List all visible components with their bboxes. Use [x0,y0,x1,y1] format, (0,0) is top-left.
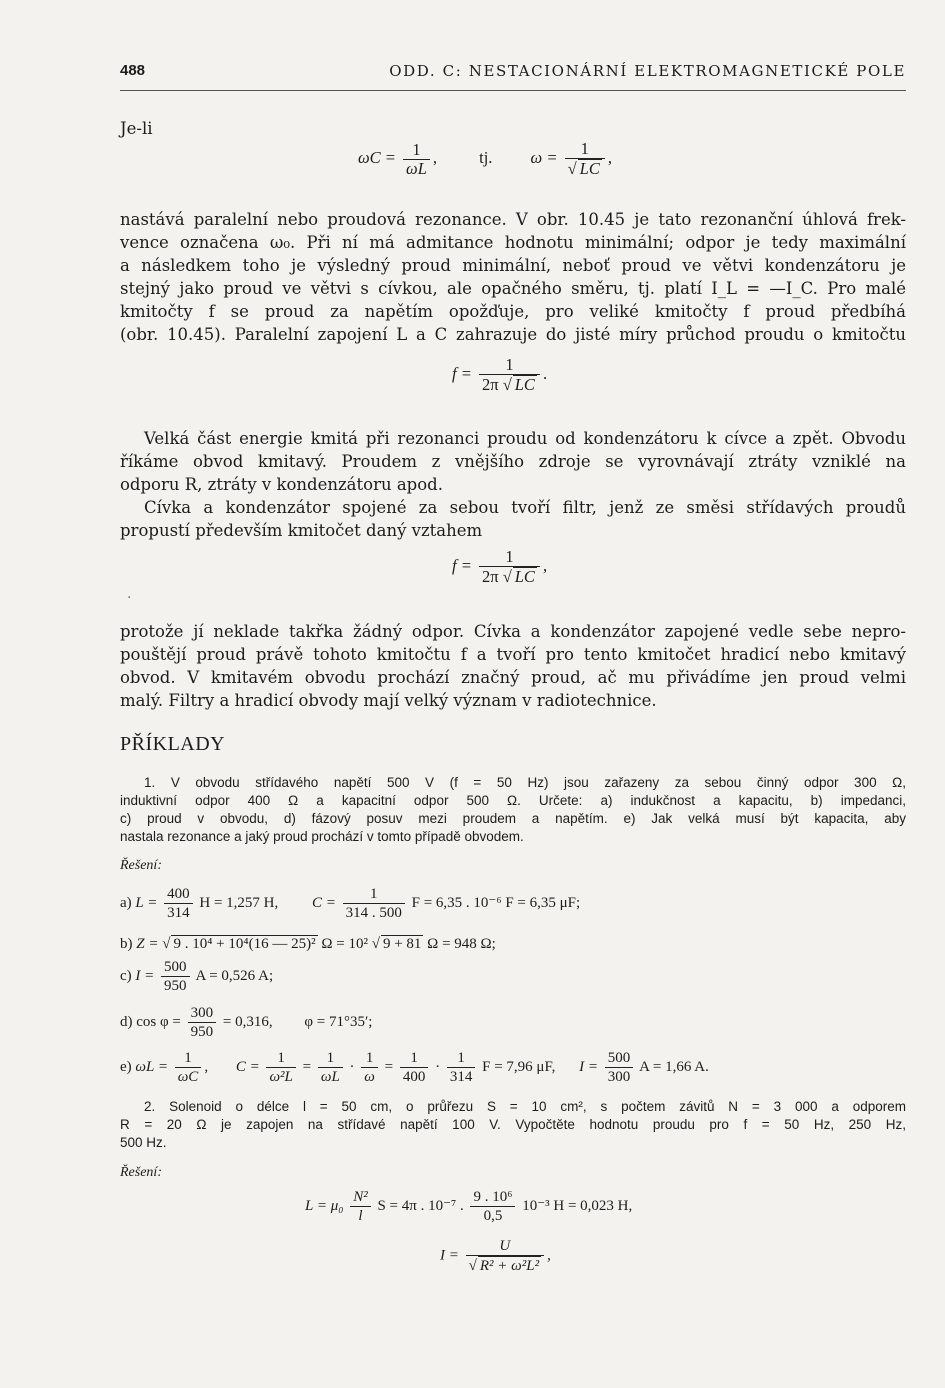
para2-line3: odporu R, ztráty v kondenzátoru apod. [120,475,443,494]
sol-e-f2n: 1 [266,1049,295,1068]
para1-line6: (obr. 10.45). Paralelní zapojení L a C zahrazuje do jisté míry průchod proudu o kmitočtu [120,325,906,344]
sol-a-C-den: 314 . 500 [345,905,402,921]
sol-b-label: b) [120,936,133,952]
sol-d-frac [188,1004,217,1041]
para4-line1: protože jí neklade takřka žádný odpor. Cívka a kondenzátor zapojené vedle sebe nepro- [120,622,906,641]
sol-d-num: 300 [188,1004,217,1023]
eq2-end: . [542,363,548,383]
example1-line2: induktivní odpor 400 Ω a kapacitní odpor 500 Ω. Určete: a) indukčnost a kapacitu, b) impedanci, [120,793,906,808]
equation-frequency-2 [452,548,547,586]
sol-e-frac3 [318,1049,343,1086]
sol-d-cos: cos φ = [136,1013,181,1030]
sol-a-C: C = [311,894,336,911]
eqL-f1d: l [358,1208,363,1224]
eq1-frac2-den [565,159,605,178]
sol-e-f5n: 1 [400,1049,429,1068]
sol-e-f6d: 314 [449,1069,473,1085]
equation-current [440,1237,551,1275]
sol-c-frac [161,958,190,995]
solution-e [120,1049,709,1086]
sol-a-L-num: 400 [164,885,193,904]
sol-a-frac-C [343,885,405,922]
eq1-frac1-num: 1 [403,141,430,160]
para3-line2: propustí především kmitočet daný vztahem [120,521,483,540]
sol-a-C-res: F = 6,35 . 10⁻⁶ F = 6,35 μF; [411,894,581,911]
sol-d-phi: φ = 71°35′; [304,1013,373,1030]
eq1-left: ωC = [358,147,396,167]
eq1-comma: , [432,147,437,167]
solution-c [120,958,273,995]
para2-line2: říkáme obvod kmitavý. Proudem z vnějšího zdroje se vyrovnávají ztráty vzniklé na [120,452,906,471]
sol-b-rad1: 9 . 10⁴ + 10⁴(16 — 25)² [173,936,316,952]
sol-c-res: A = 0,526 A; [195,967,274,984]
example2-line1: 2. Solenoid o délce l = 50 cm, o průřezu S = 10 cm², s počtem závitů N = 3 000 a odporem [144,1099,906,1114]
sol-e-I: I = [579,1058,598,1075]
eqL-frac2 [470,1188,515,1225]
para1-line2: vence označena ω₀. Při ní má admitance hodnotu minimální; odpor je tedy maximální [120,233,906,252]
eqL-res: 10⁻³ H = 0,023 H, [522,1197,633,1214]
example2-line3: 500 Hz. [120,1135,167,1150]
sol-c-num: 500 [161,958,190,977]
sol-e-f4n: 1 [361,1049,378,1068]
sol-d-res: = 0,316, [222,1013,273,1030]
sol-e-label: e) [120,1058,132,1075]
sol-e-eq2: = [384,1058,394,1075]
example1-line1: 1. V obvodu střídavého napětí 500 V (f = 50 Hz) jsou zařazeny za sebou činný odpor 300 Ω, [144,775,906,790]
example1-line4: nastala rezonance a jaký proud prochází v tomto případě obvodem. [120,829,524,844]
sol-e-res: F = 7,96 μF, [482,1058,556,1075]
sol-e-frac6 [447,1049,476,1086]
sol-d-den: 950 [190,1024,214,1040]
eq3-2pi: 2π [481,567,499,586]
eq3-den [479,567,540,586]
eqI-end: , [547,1247,551,1264]
sol-e-wl: ωL = [135,1058,168,1075]
eqL-f2n: 9 . 10⁶ [470,1188,515,1207]
section-heading: PŘÍKLADY [120,733,226,755]
solution-label-2: Řešení: [120,1165,162,1180]
eq3-num: 1 [479,548,540,567]
sol-e-frac2 [266,1049,295,1086]
sol-a-L: L = [135,894,158,911]
para4-line4: malý. Filtry a hradicí obvody mají velký význam v radiotechnice. [120,691,657,710]
sol-b-res: Ω = 948 Ω; [427,936,496,952]
solution-a [120,885,580,922]
sol-e-ires: A = 1,66 A. [639,1058,709,1075]
sol-e-f5d: 400 [402,1069,426,1085]
eqL-mid: S = 4π . 10⁻⁷ . [377,1197,464,1214]
eq1-end: , [607,147,612,167]
example1-line3: c) proud v obvodu, d) fázový posuv mezi proudem a napětím. e) Jak velká musí být kapacita, aby [120,811,906,826]
para3-line1: Cívka a kondenzátor spojené za sebou tvoří filtr, jenž ze směsi střídavých proudů [144,498,906,517]
para1-line3: a následkem toho je výsledný proud minimální, neboť proud ve větvi kondenzátoru je [120,256,906,275]
intro-text: Je-li [120,119,153,138]
sol-a-L-den: 314 [167,905,190,921]
eq1-mid: ω = [530,147,558,167]
sol-b-Z: Z = [136,936,159,952]
example2-line2: R = 20 Ω je zapojen na střídavé napětí 100 V. Vypočtěte hodnotu proudu pro f = 50 Hz, 250 Hz, [120,1117,906,1132]
eq1-frac1-den: ωL [406,158,427,178]
sol-a-C-num: 1 [343,885,405,904]
eqL-left: L = μ₀ [305,1197,344,1214]
sol-d-label: d) [120,1013,133,1030]
sol-e-f7n: 500 [605,1049,634,1068]
eq3-end: , [542,555,548,575]
equation-frequency-1 [452,356,547,394]
sol-b-mid: Ω = 10² [321,936,368,952]
eqI-left: I = [440,1247,459,1264]
sol-e-f4d: ω [364,1069,375,1085]
sol-e-frac5 [400,1049,429,1086]
header-rule [120,90,906,91]
eq1-sqrt: LC [579,159,600,178]
sol-e-frac7 [605,1049,634,1086]
eq2-sqrt: LC [514,375,535,394]
solution-label-1: Řešení: [120,858,162,873]
sol-e-dot2: · [435,1058,441,1075]
para4-line3: obvod. V kmitavém obvodu prochází značný proud, ač mu přivádíme jen proud velmi [120,668,906,687]
eq2-frac [479,356,540,394]
eqI-den [466,1256,544,1275]
sol-e-f2d: ω²L [269,1069,293,1085]
eq3-left: f = [452,555,472,575]
sol-e-f3n: 1 [318,1049,343,1068]
sol-e-frac1 [175,1049,202,1086]
sol-e-f1n: 1 [175,1049,202,1068]
eq2-2pi: 2π [481,375,499,394]
eq3-frac [479,548,540,586]
equation-inductance [305,1188,632,1225]
eq1-tj: tj. [479,147,493,167]
sol-c-I: I = [135,967,155,984]
page-number: 488 [120,62,146,79]
sol-e-f1d: ωC [177,1069,199,1085]
eqI-num: U [466,1237,544,1256]
running-title: ODD. C: NESTACIONÁRNÍ ELEKTROMAGNETICKÉ POLE [389,62,906,80]
para1-line1: nastává paralelní nebo proudová rezonance. V obr. 10.45 je tato rezonanční úhlová frek- [120,210,906,229]
eq2-den [479,375,540,394]
sol-e-comma: , [204,1058,209,1075]
sol-e-frac4 [361,1049,378,1086]
sol-a-label: a) [120,894,132,911]
sol-e-f6n: 1 [447,1049,476,1068]
sol-a-frac-L [164,885,193,922]
sol-e-C: C = [235,1058,260,1075]
eqI-frac [466,1237,544,1275]
sol-b-rad2: 9 + 81 [382,936,422,952]
para1-line5: kmitočty f se proud za napětím opožďuje, pro veliké kmitočty f proud předbíhá [120,302,906,321]
eq1-frac1 [403,141,430,178]
eq2-num: 1 [479,356,540,375]
sol-e-f3d: ωL [320,1069,340,1085]
eqL-f2d: 0,5 [483,1208,503,1224]
sol-e-dot1: · [349,1058,355,1075]
sol-e-eq1: = [302,1058,312,1075]
para1-line4: stejný jako proud ve větvi s cívkou, ale opačného směru, tj. platí I_L = —I_C. Pro malé [120,279,906,298]
sol-a-L-res: H = 1,257 H, [199,894,279,911]
solution-b [120,935,496,953]
sol-c-label: c) [120,967,132,984]
para4-line2: pouštějí proud právě tohoto kmitočtu f a tvoří pro tento kmitočet hradicí nebo kmitavý [120,645,906,664]
equation-resonance [358,140,612,178]
para2-line1: Velká část energie kmitá při rezonanci proudu od kondenzátoru k cívce a zpět. Obvodu [144,429,906,448]
sol-e-f7d: 300 [607,1069,631,1085]
solution-d [120,1004,372,1041]
eqI-sqrt: R² + ω²L² [479,1258,540,1274]
sol-c-den: 950 [164,978,187,994]
eq1-frac2 [565,140,605,178]
eqL-frac1 [350,1188,371,1225]
eq2-left: f = [452,363,472,383]
eq1-frac2-num: 1 [565,140,605,159]
eqL-f1n: N² [350,1188,371,1207]
print-speck: · [127,590,132,606]
eq3-sqrt: LC [514,567,535,586]
